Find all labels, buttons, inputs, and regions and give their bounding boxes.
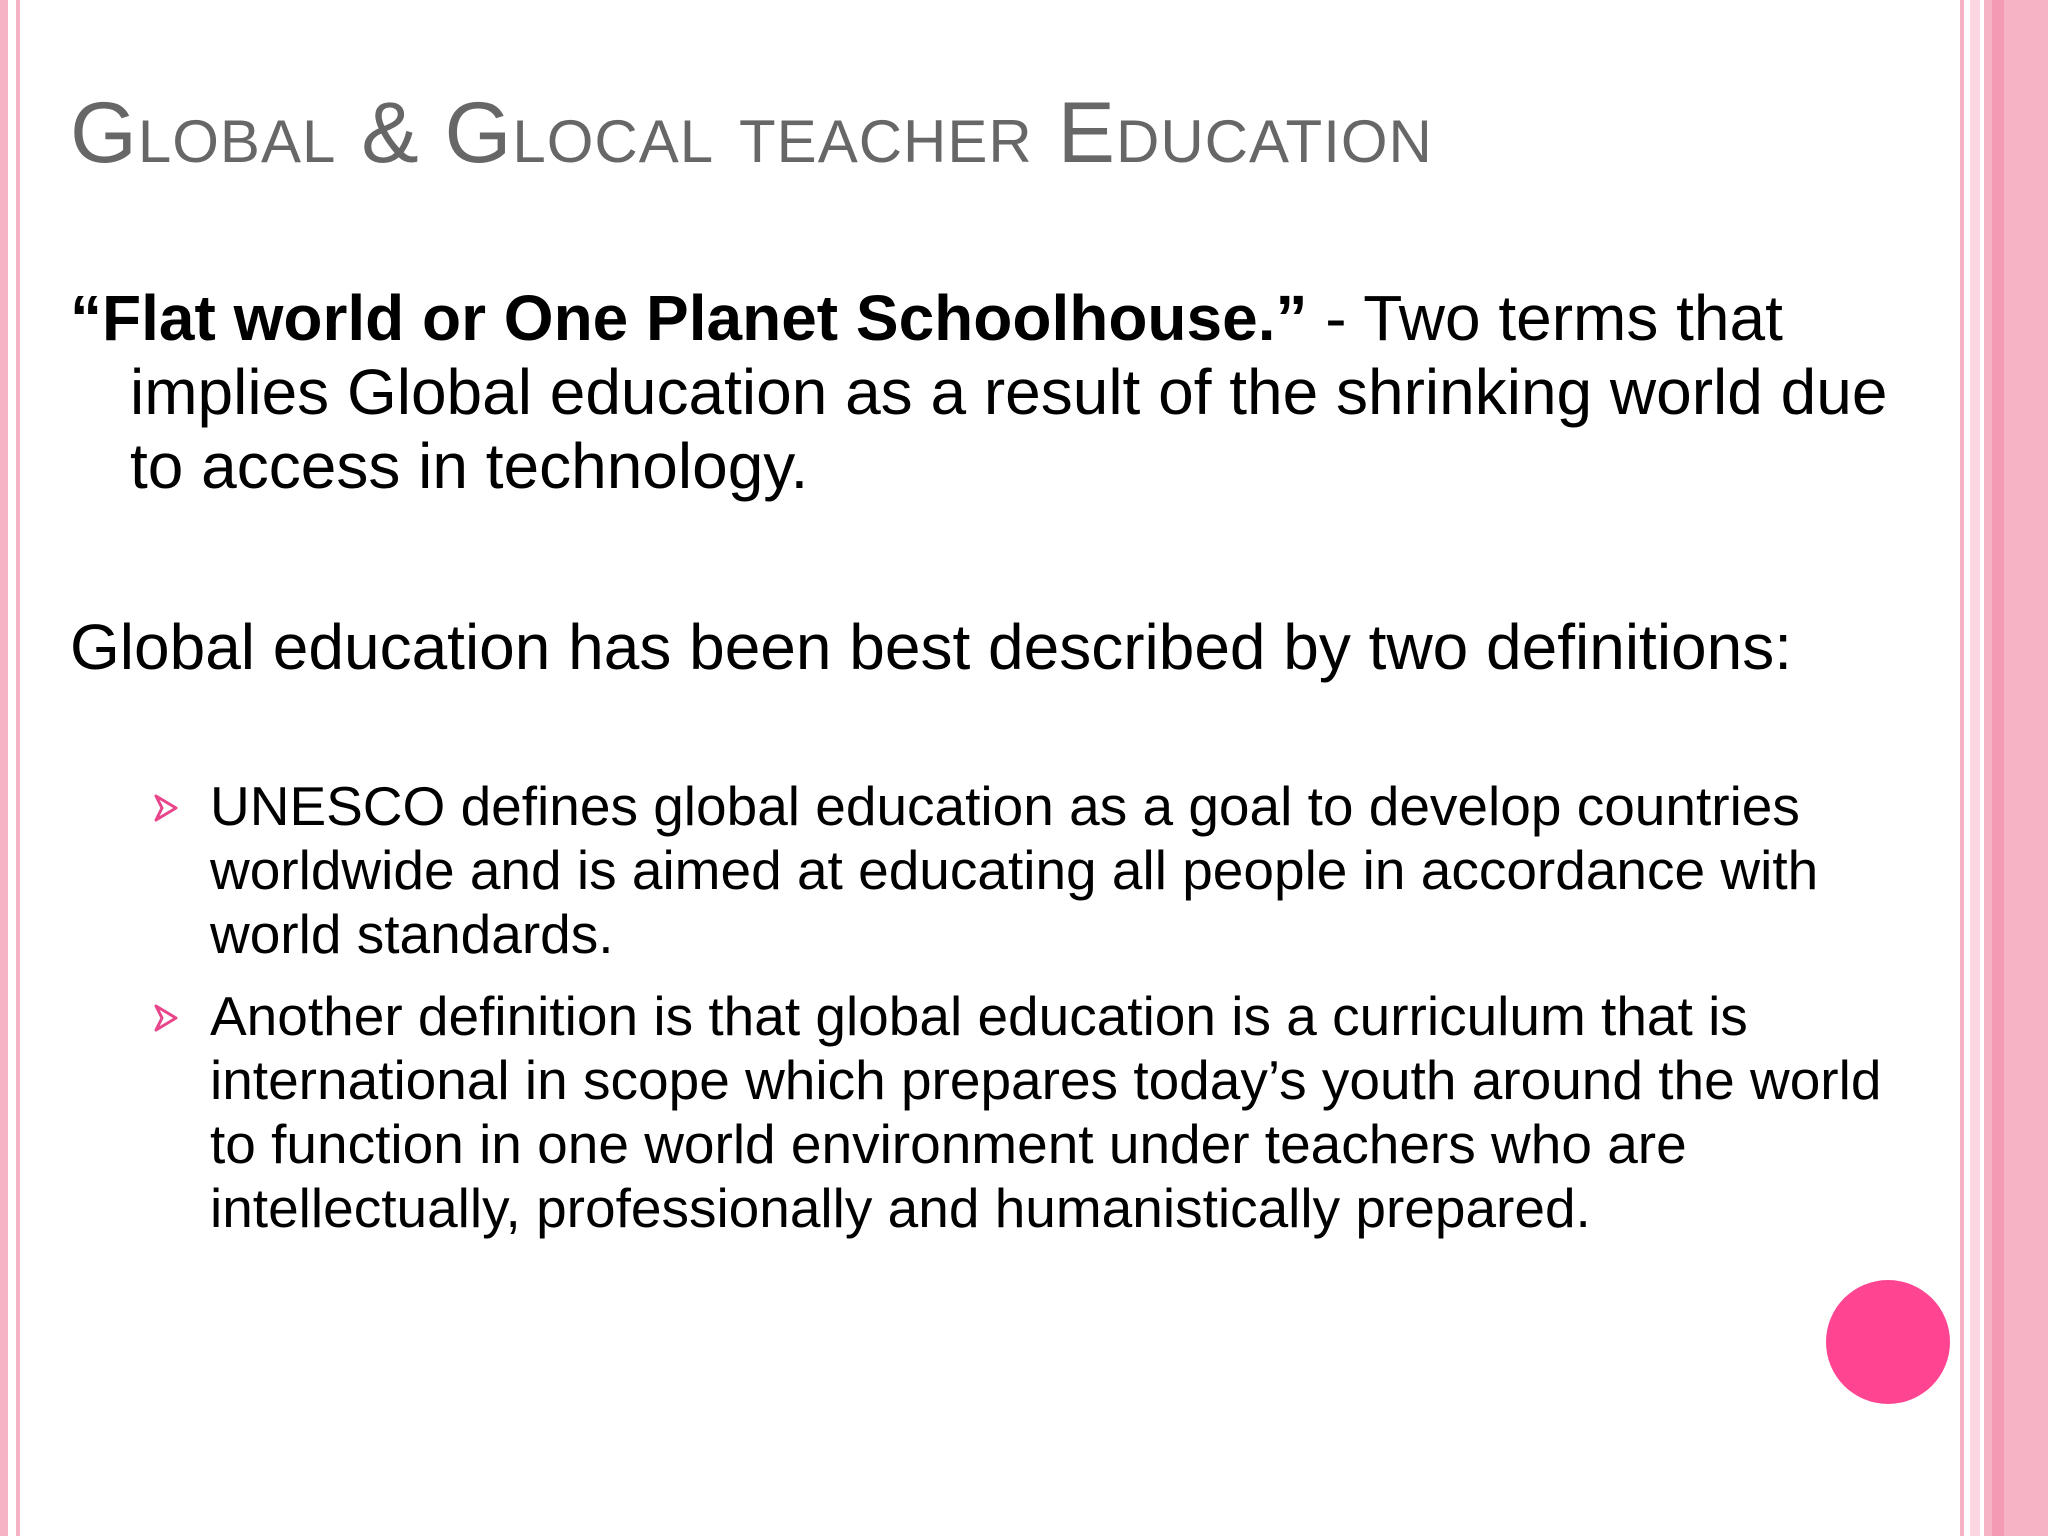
pink-circle-decoration — [1826, 1280, 1950, 1404]
slide-title: Global & Glocal teacher Education — [70, 85, 1433, 181]
right-border-dark-stripe — [1992, 0, 2004, 1536]
paragraph-global-education: Global education has been best described by two definitions: — [70, 611, 1792, 683]
right-border-thin-stripe — [1960, 0, 1964, 1536]
paragraph-flat-world-text: - Two terms that implies Global education as a result of the shrinking world due to access in technology. — [130, 282, 1888, 502]
arrow-bullet-icon — [154, 794, 178, 822]
right-border-light-stripe — [1970, 0, 1980, 1536]
bullet-curriculum-definition: Another definition is that global education is a curriculum that is international in scope which prepares today’s youth around the world to function in one world environment under teachers who are intellectually, professionally and humanistically prepared. — [210, 985, 1882, 1239]
arrow-bullet-icon — [154, 1004, 178, 1032]
left-border-stripe — [0, 0, 8, 1536]
bullet-unesco-definition: UNESCO defines global education as a goal to develop countries worldwide and is aimed at educating all people in accordance with world standards. — [210, 775, 1819, 965]
paragraph-flat-world — [70, 281, 1930, 503]
quoted-terms: “Flat world or One Planet Schoolhouse.” — [70, 282, 1308, 354]
left-border-thin-stripe — [16, 0, 20, 1536]
